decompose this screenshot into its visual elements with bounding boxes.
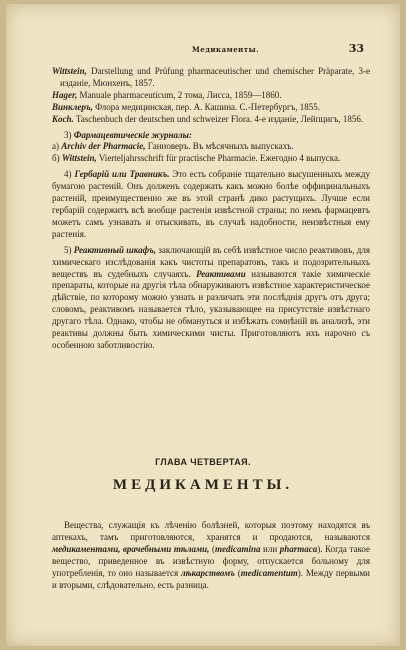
herbarium-text: Это есть собраніе тщательно высушенныхъ между бумагою растеній. Онъ долженъ содержать какъ можно болѣе оффицинальныхъ растеній, преимущественно же въ этой странѣ дико растущихъ. Лучше если гербарій содержитъ всѣ вообще растенія извѣстной страны; по немъ фармацевтъ можетъ самъ узнавать и отыскивать, въ случаѣ надобности, неизвѣстныя ему растенія.	[52, 169, 370, 239]
reference-text: Darstellung und Prüfung pharmaceutischer und chemischer Präparate, 3-е изданіе, Мюнхенъ, 1857.	[60, 66, 370, 88]
reference-entry	[52, 114, 370, 126]
reagents-paragraph	[52, 245, 370, 352]
journal-item-text: Vierteljahrsschrift für practische Pharmacie. Ежегодно 4 выпуска.	[96, 153, 341, 164]
journal-item	[52, 141, 370, 153]
journal-item-text: Ганноверъ. Въ мѣсячныхъ выпускахъ.	[145, 141, 294, 152]
intro-term-3: pharmaca	[279, 544, 318, 554]
journal-item-title: Wittstein,	[61, 153, 97, 164]
page-content	[52, 66, 370, 352]
intro-text-3: или	[260, 544, 280, 554]
intro-term-2: medicamina	[214, 544, 261, 554]
intro-term-5: medicamentum	[240, 568, 298, 578]
intro-term-1: медикаментами, врачебными тѣлами,	[52, 544, 210, 554]
journals-heading	[52, 130, 370, 142]
reference-text: Taschenbuch der deutschen und schweizer Flora. 4-е изданіе, Лейпцигъ, 1856.	[73, 113, 364, 124]
reference-entry	[52, 102, 370, 114]
reagents-title: Реактивный шкафъ,	[73, 244, 157, 255]
running-head: Медикаменты.	[192, 45, 260, 54]
journal-item-title: Archiv der Pharmacie,	[61, 141, 146, 152]
intro-term-4: лѣкарствомъ	[181, 568, 235, 578]
journals-heading-number: 3)	[64, 129, 72, 140]
reagents-text-1: заключающій въ себѣ извѣстное число реактивовъ, для химическаго изслѣдованія какъ чистоты препаратовъ, такъ и подозрительныхъ веществъ въ судебныхъ случаяхъ.	[52, 244, 370, 279]
herbarium-title: Гербарій или Травникъ.	[74, 169, 170, 180]
chapter-intro	[52, 519, 370, 591]
reference-author: Hager,	[52, 89, 78, 100]
intro-text-2: (	[209, 544, 215, 554]
reference-author: Винклеръ,	[52, 101, 93, 112]
intro-text-6: ). Между первыми и вторыми, слѣдовательно, есть разница.	[52, 568, 370, 590]
page-number: 33	[348, 42, 364, 55]
intro-paragraph	[52, 519, 370, 591]
journal-item-label: б)	[52, 153, 60, 164]
chapter-title: МЕДИКАМЕНТЫ.	[112, 477, 294, 493]
chapter-label: ГЛАВА ЧЕТВЕРТАЯ.	[155, 457, 251, 467]
journal-item	[52, 153, 370, 165]
journals-heading-title: Фармацевтическіе журналы:	[73, 129, 192, 140]
journal-item-label: а)	[52, 141, 59, 152]
reference-author: Koch.	[52, 113, 74, 124]
reference-text: Флора медицинская, пер. А. Кашина. С.-Петербургъ, 1855.	[92, 101, 321, 112]
intro-text-4: ). Когда такое вещество, приведенное въ извѣстную форму, отпускается больному для употребленія, то оно называется	[52, 544, 371, 578]
reagents-number: 5)	[64, 244, 72, 255]
reference-author: Wittstein,	[52, 66, 87, 76]
intro-text-1: Вещества, служащія къ лѣченію болѣзней, которыя поэтому находятся въ аптекахъ, тамъ приготовляются, хранятся и продаются, называются	[52, 520, 370, 542]
reference-text: Manuale pharmaceuticum, 2 тома, Лисса, 1859—1860.	[77, 89, 282, 100]
herbarium-number: 4)	[64, 169, 72, 180]
reagents-term: Реактивами	[190, 268, 246, 279]
intro-text-5: (	[234, 568, 241, 578]
herbarium-paragraph	[52, 169, 370, 240]
reagents-text-2: называются такіе химическіе препараты, которые на другія тѣла обнаруживаютъ извѣстное характеристическое дѣйствіе, по которому можно узнать и различать эти послѣднія другъ отъ друга; словомъ, реактивомъ называется тѣло, указывающее на присутствіе извѣстнаго другаго тѣла. Однако, чтобы не обмануться и избѣжать сомнѣній въ анализѣ, эти реактивы должны быть химическими чисты. Приготовляютъ ихъ нарочно съ особенною заботливостію.	[52, 268, 370, 350]
reference-entry	[52, 90, 370, 102]
reference-entry	[52, 66, 370, 90]
book-page	[6, 4, 400, 646]
